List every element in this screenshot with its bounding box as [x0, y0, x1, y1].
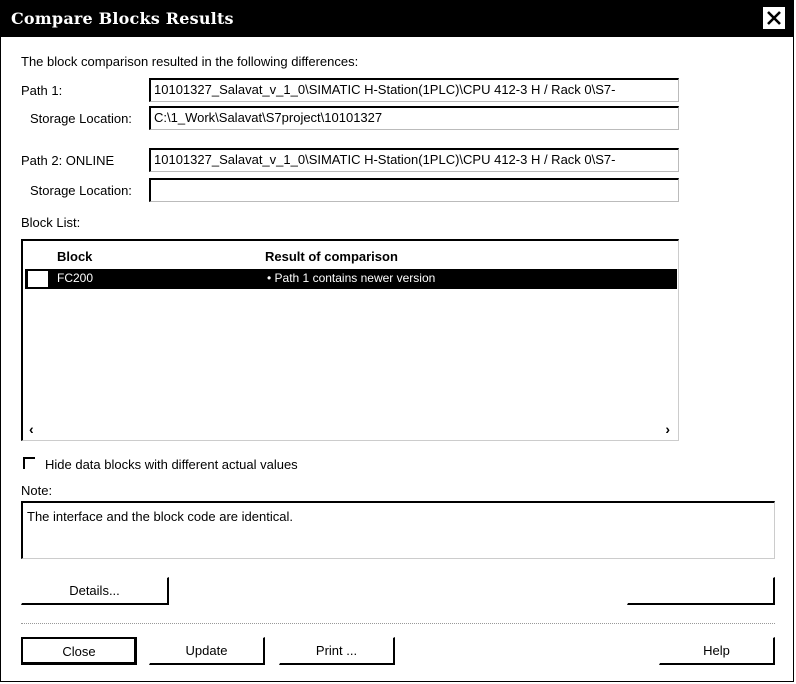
- intro-text: The block comparison resulted in the following differences:: [21, 54, 359, 69]
- details-button[interactable]: Details...: [21, 577, 169, 605]
- row-comparison-result: • Path 1 contains newer version: [267, 271, 436, 285]
- update-button[interactable]: Update: [149, 637, 265, 665]
- path1-storage-field[interactable]: C:\1_Work\Salavat\S7project\10101327: [149, 106, 679, 130]
- row-block-name: FC200: [57, 271, 94, 285]
- window-title: Compare Blocks Results: [11, 9, 234, 28]
- path1-field[interactable]: 10101327_Salavat_v_1_0\SIMATIC H-Station(1PLC)\CPU 412-3 H / Rack 0\S7-: [149, 78, 679, 102]
- chevron-right-icon[interactable]: ›: [665, 421, 670, 437]
- title-bar: [1, 1, 793, 37]
- help-button[interactable]: Help: [659, 637, 775, 665]
- note-label: Note:: [21, 483, 53, 498]
- hide-data-blocks-label: Hide data blocks with different actual values: [45, 457, 298, 472]
- path2-label: Path 2: ONLINE: [21, 153, 115, 168]
- close-button[interactable]: Close: [21, 637, 137, 665]
- path1-storage-label: Storage Location:: [30, 111, 132, 126]
- column-header-result[interactable]: Result of comparison: [265, 249, 398, 264]
- column-header-block[interactable]: Block: [57, 249, 93, 264]
- path2-storage-field[interactable]: [149, 178, 679, 202]
- path2-storage-label: Storage Location:: [30, 183, 132, 198]
- path1-label: Path 1:: [21, 83, 63, 98]
- close-icon: [765, 9, 783, 27]
- close-window-button[interactable]: [761, 5, 787, 31]
- separator: [21, 623, 775, 624]
- chevron-left-icon[interactable]: ‹: [29, 421, 34, 437]
- hide-data-blocks-checkbox[interactable]: [23, 457, 35, 469]
- block-list[interactable]: [21, 239, 679, 441]
- table-row[interactable]: [25, 269, 677, 289]
- blank-button[interactable]: [627, 577, 775, 605]
- row-state-box: [28, 271, 48, 287]
- note-text: The interface and the block code are identical.: [21, 501, 775, 559]
- path2-field[interactable]: 10101327_Salavat_v_1_0\SIMATIC H-Station(1PLC)\CPU 412-3 H / Rack 0\S7-: [149, 148, 679, 172]
- block-list-label: Block List:: [21, 215, 81, 230]
- print-button[interactable]: Print ...: [279, 637, 395, 665]
